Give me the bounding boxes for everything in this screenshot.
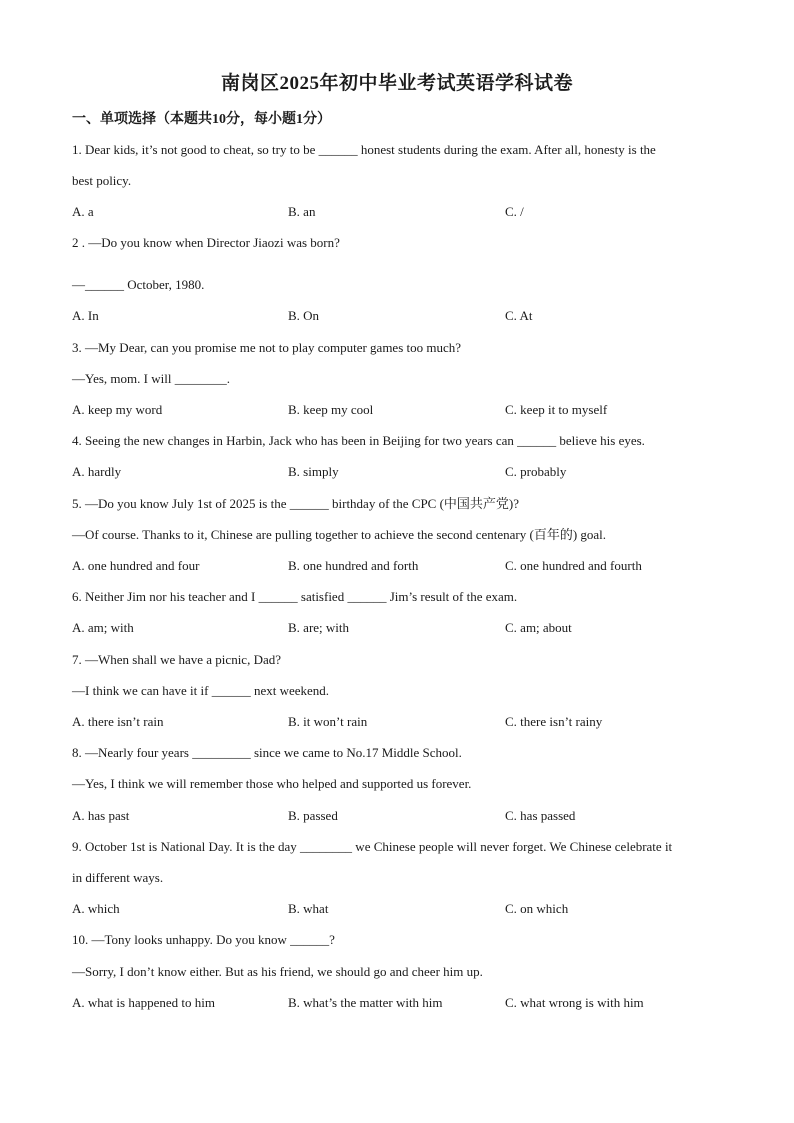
question-8-option-c: C. has passed: [505, 808, 576, 823]
question-3-option-b: B. keep my cool: [288, 402, 374, 417]
question-3-option-a: A. keep my word: [72, 402, 163, 417]
question-9-option-c: C. on which: [505, 901, 569, 916]
question-8-option-a: A. has past: [72, 808, 130, 823]
question-7-text: 7. —When shall we have a picnic, Dad?: [72, 652, 282, 667]
question-4-option-a: A. hardly: [72, 464, 122, 479]
question-3-answer-line: —Yes, mom. I will ________.: [72, 371, 230, 386]
question-8-text: 8. —Nearly four years _________ since we came to No.17 Middle School.: [72, 745, 462, 760]
question-10-option-a: A. what is happened to him: [72, 995, 215, 1010]
question-4-option-b: B. simply: [288, 464, 339, 479]
question-6-option-b: B. are; with: [288, 620, 350, 635]
question-9-option-b: B. what: [288, 901, 329, 916]
question-6-option-c: C. am; about: [505, 620, 572, 635]
question-6-text: 6. Neither Jim nor his teacher and I ______ satisfied ______ Jim’s result of the exam.: [72, 589, 518, 604]
question-4-option-c: C. probably: [505, 464, 567, 479]
question-2-answer-line: —______ October, 1980.: [72, 277, 205, 292]
question-3-option-c: C. keep it to myself: [505, 402, 608, 417]
question-5-option-a: A. one hundred and four: [72, 558, 200, 573]
question-7-option-a: A. there isn’t rain: [72, 714, 164, 729]
question-5-option-c: C. one hundred and fourth: [505, 558, 642, 573]
question-9-option-a: A. which: [72, 901, 120, 916]
question-2-option-b: B. On: [288, 308, 320, 323]
question-5-option-b: B. one hundred and forth: [288, 558, 419, 573]
question-9-text-cont: in different ways.: [72, 870, 164, 885]
question-6-option-a: A. am; with: [72, 620, 134, 635]
question-5-text: 5. —Do you know July 1st of 2025 is the ______ birthday of the CPC (中国共产党)?: [72, 496, 520, 511]
question-1-text-cont: best policy.: [72, 173, 132, 188]
question-5-answer-line: —Of course. Thanks to it, Chinese are pulling together to achieve the second centenary (百年的) goal.: [72, 527, 607, 542]
question-1-text: 1. Dear kids, it’s not good to cheat, so try to be ______ honest students during the exam. After all, honesty is the: [72, 142, 656, 157]
question-4-text: 4. Seeing the new changes in Harbin, Jack who has been in Beijing for two years can ______ believe his eyes.: [72, 433, 645, 448]
question-2-text: 2 . —Do you know when Director Jiaozi was born?: [72, 235, 340, 250]
question-10-option-b: B. what’s the matter with him: [288, 995, 443, 1010]
question-1-option-b: B. an: [288, 204, 316, 219]
page-title: 南岗区2025年初中毕业考试英语学科试卷: [220, 73, 573, 94]
section-heading: 一、单项选择（本题共10分，每小题1分）: [72, 112, 331, 127]
question-10-text: 10. —Tony looks unhappy. Do you know ______?: [72, 932, 335, 947]
question-2-option-c: C. At: [505, 308, 533, 323]
question-1-option-c: C. /: [505, 204, 524, 219]
question-8-option-b: B. passed: [288, 808, 338, 823]
question-7-option-b: B. it won’t rain: [288, 714, 368, 729]
question-8-answer-line: —Yes, I think we will remember those who helped and supported us forever.: [72, 776, 472, 791]
question-10-answer-line: —Sorry, I don’t know either. But as his friend, we should go and cheer him up.: [72, 964, 483, 979]
question-10-option-c: C. what wrong is with him: [505, 995, 644, 1010]
question-7-option-c: C. there isn’t rainy: [505, 714, 603, 729]
question-1-option-a: A. a: [72, 204, 94, 219]
question-7-answer-line: —I think we can have it if ______ next weekend.: [72, 683, 330, 698]
question-3-text: 3. —My Dear, can you promise me not to play computer games too much?: [72, 340, 462, 355]
question-2-option-a: A. In: [72, 308, 99, 323]
question-9-text: 9. October 1st is National Day. It is the day ________ we Chinese people will never forget. We Chinese celebrate it: [72, 839, 673, 854]
